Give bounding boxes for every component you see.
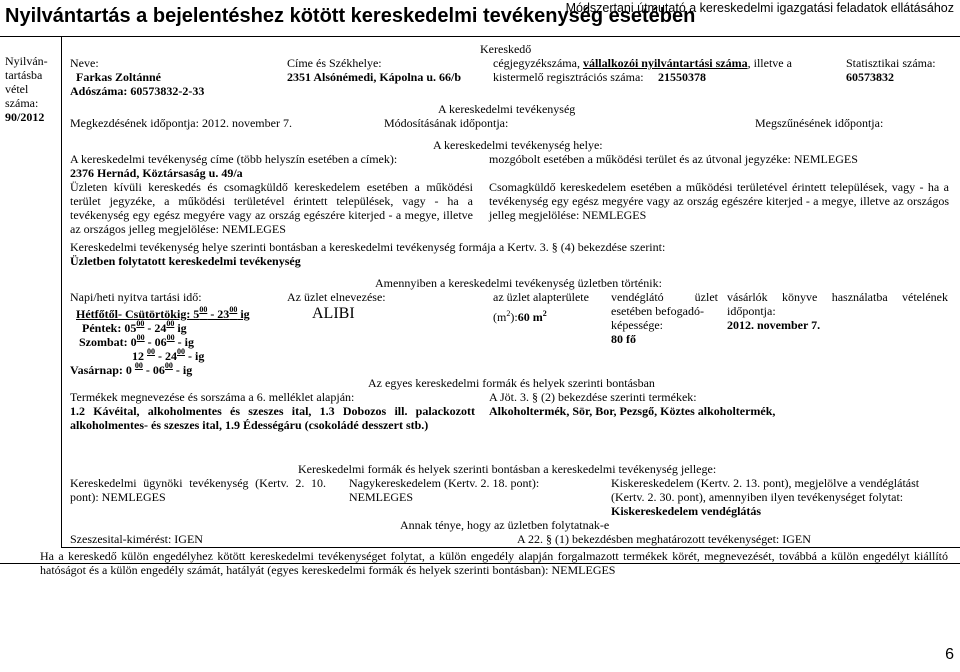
products-list: 1.2 Kávéital, alkoholmentes és szeszes ital, 1.3 Dobozos ill. palackozott alkoholmentes- és szeszes ital, 1.9 Édességáru (csokoládé desszert stb.)	[70, 404, 475, 432]
rule-top	[0, 36, 960, 37]
catering-label-3: képessége:	[611, 318, 663, 332]
excise-products: Alkoholtermék, Sör, Bor, Pezsgő, Köztes alkoholtermék,	[489, 404, 776, 418]
products-label: Termékek megnevezése és sorszáma a 6. melléklet alapján:	[70, 390, 355, 404]
retail-line-2: (Kertv. 2. 30. pont), amennyiben ilyen tevékenységet folytat:	[611, 490, 904, 504]
rule-footer-sep	[61, 547, 960, 548]
end-date: Megszűnésének időpontja:	[755, 116, 884, 130]
location-address: 2376 Hernád, Köztársaság u. 49/a	[70, 166, 243, 180]
hours-row: Péntek: $05^{00} - 24^{00}$ ig	[82, 319, 187, 335]
form-value: Üzletben folytatott kereskedelmi tevékenység	[70, 254, 301, 268]
registration-line-2: kistermelő regisztrációs száma:	[493, 70, 644, 84]
retail-line-1: Kiskereskedelem (Kertv. 2. 13. pont), megjelölve a vendéglátást	[611, 476, 920, 490]
location-address-label: A kereskedelmi tevékenység címe (több helyszín esetében a címek):	[70, 152, 398, 166]
section-character: Kereskedelmi formák és helyek szerinti bontásban a kereskedelmi tevékenység jellege:	[298, 462, 717, 476]
spirits-serving: Szeszesital-kimérést: IGEN	[70, 532, 203, 546]
mail-order-text: Csomagküldő kereskedelem esetében a működési területével érintett települések, vagy - ha a tevékenység egy egész megyére vagy az ország egészére kiterjed - a megye, illetve az országos jelleg megjelölése: NEMLEGES	[489, 180, 949, 222]
catering-label-1: vendéglátó üzlet	[611, 290, 718, 304]
rule-left-col	[61, 36, 62, 548]
outside-shop-text: Üzleten kívüli kereskedés és csomagküldő kereskedelem esetében a működési terület jegyzéke, a működési területével érintett települések, vagy - ha a tevékenység egy egész megyére vagy az ország egészére kiterjed - a megye, illetve az országos jelleg megjelölése: NEMLEGES	[70, 180, 473, 236]
modified-date: Módosításának időpontja:	[384, 116, 509, 130]
hours-row: Vasárnap: 0 $^{00} - 06^{00}$ - ig	[70, 361, 193, 377]
complaint-book-label-2: időpontja:	[727, 304, 776, 318]
section-merchant: Kereskedő	[480, 42, 532, 56]
section-shop: Amennyiben a kereskedelmi tevékenység üzletben történik:	[375, 276, 662, 290]
stat-label: Statisztikai száma:	[846, 56, 936, 70]
page-number: 6	[945, 646, 954, 663]
merchant-name: Farkas Zoltánné	[76, 70, 162, 84]
retail-value: Kiskereskedelem vendéglátás	[611, 504, 762, 518]
start-date: Megkezdésének időpontja: 2012. november 7.	[70, 116, 292, 130]
wholesale-label: Nagykereskedelem (Kertv. 2. 18. pont):	[349, 476, 540, 490]
form-label: Kereskedelmi tevékenység helye szerinti bontásban a kereskedelmi tevékenység formája a Kertv. 3. § (4) bekezdése szerint:	[70, 240, 666, 254]
left-label-2: tartásba	[5, 68, 43, 82]
page-title: Nyilvántartás a bejelentéshez kötött kereskedelmi tevékenység esetében	[5, 5, 696, 27]
merchant-address: 2351 Alsónémedi, Kápolna u. 66/b	[287, 70, 462, 84]
left-label-4: száma:	[5, 96, 39, 110]
section-location: A kereskedelmi tevékenység helye:	[433, 138, 603, 152]
shop-name: ALIBI	[312, 305, 355, 322]
mobile-shop-label: mozgóbolt esetében a működési terület és az útvonal jegyzéke: NEMLEGES	[489, 152, 858, 166]
wholesale-value: NEMLEGES	[349, 490, 413, 504]
area-value: $(m^2):60$ $m^2$	[493, 309, 547, 324]
hours-row: Szombat: $0^{00} - 06^{00}$ - ig	[79, 333, 195, 349]
registration-number: 90/2012	[5, 110, 45, 124]
special-permit-note: Ha a kereskedő külön engedélyhez kötött kereskedelmi tevékenységet folytat, a külön engedély alapján forgalmazott termékek körét, megnevezését, továbbá a külön engedélyt kiállító hatóságot és a külön engedély számát, hatályát (egyes kereskedelmi formák és helyek szerinti bontásban): NEMLEGES	[40, 549, 948, 577]
address-label: Címe és Székhelye:	[287, 56, 382, 70]
hours-row: Hétfőtől- Csütörtökig: $5^{00} - 23^{00}$ ig	[76, 305, 250, 321]
complaint-book-date: 2012. november 7.	[727, 318, 821, 332]
registration-value: 21550378	[658, 70, 706, 84]
tax-number: Adószáma: 60573832-2-33	[70, 84, 205, 98]
left-label-1: Nyilván-	[5, 54, 48, 68]
section-activity: A kereskedelmi tevékenység	[438, 102, 576, 116]
complaint-book-label-1: vásárlók könyve használatba vételének	[727, 290, 948, 304]
left-label-3: vétel	[5, 82, 29, 96]
hours-row: 12 $^{00} - 24^{00}$ - ig	[132, 347, 205, 363]
stat-value: 60573832	[846, 70, 894, 84]
area-label: az üzlet alapterülete	[493, 290, 589, 304]
catering-capacity: 80 fő	[611, 332, 636, 346]
shop-name-label: Az üzlet elnevezése:	[287, 290, 386, 304]
section-22-activity: A 22. § (1) bekezdésben meghatározott tevékenységet: IGEN	[517, 532, 811, 546]
agent-activity: Kereskedelmi ügynöki tevékenység (Kertv. 2. 10. pont): NEMLEGES	[70, 476, 326, 504]
section-products: Az egyes kereskedelmi formák és helyek szerinti bontásban	[368, 376, 655, 390]
excise-products-label: A Jöt. 3. § (2) bekezdése szerinti termékek:	[489, 390, 697, 404]
name-label: Neve:	[70, 56, 99, 70]
guide-note: Módszertani útmutató a kereskedelmi igazgatási feladatok ellátásához	[565, 1, 954, 15]
catering-label-2: esetében befogadó-	[611, 304, 704, 318]
section-permit: Annak ténye, hogy az üzletben folytatnak-e	[400, 518, 610, 532]
registration-line-1: cégjegyzékszáma, vállalkozói nyilvántartási száma, illetve a	[493, 56, 792, 70]
hours-label: Napi/heti nyitva tartási idő:	[70, 290, 202, 304]
